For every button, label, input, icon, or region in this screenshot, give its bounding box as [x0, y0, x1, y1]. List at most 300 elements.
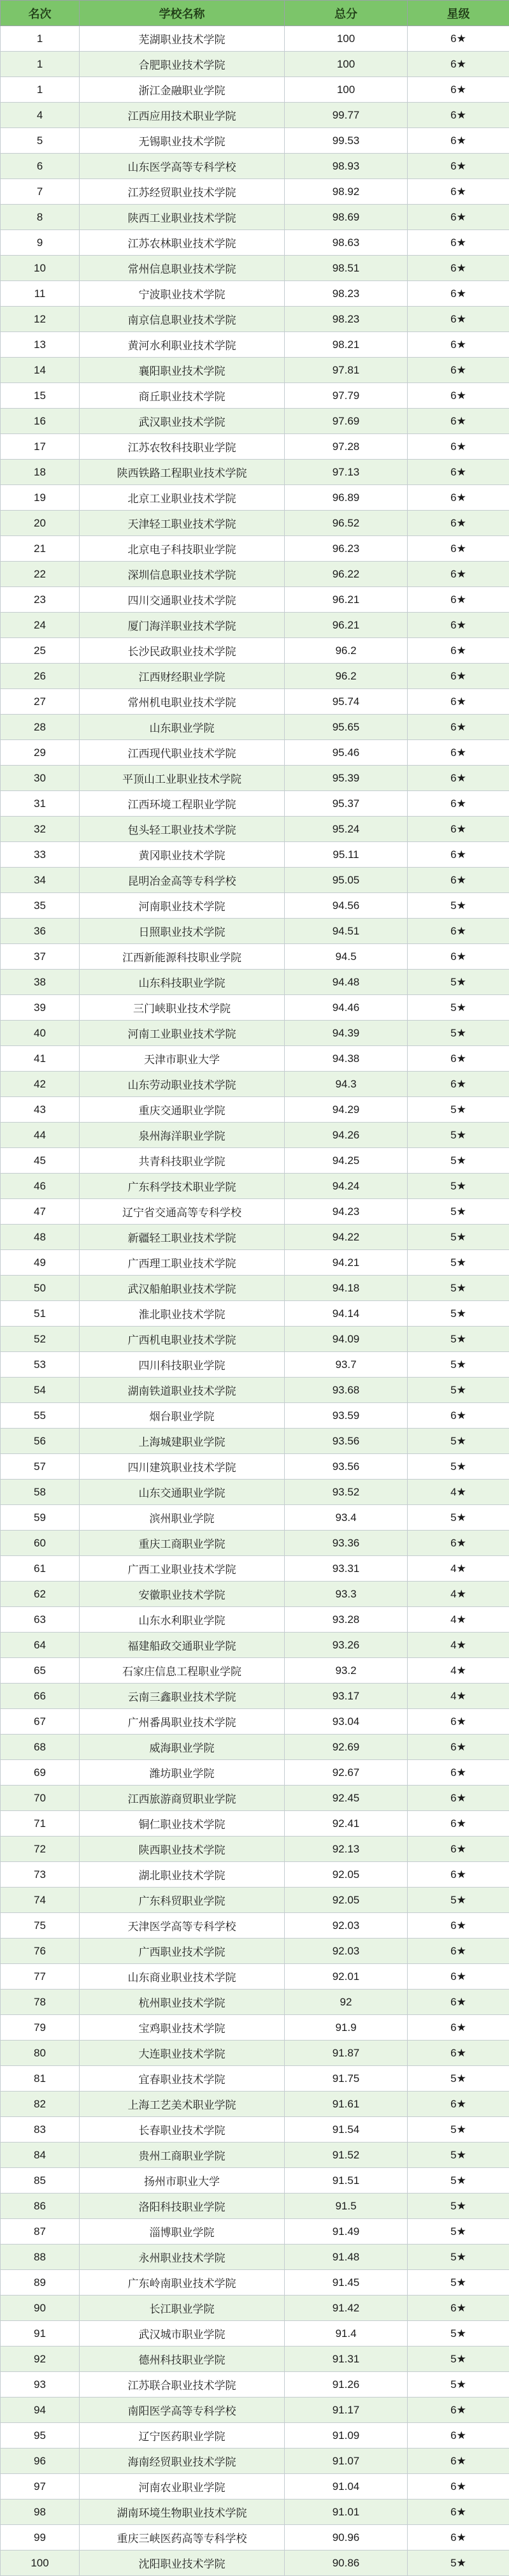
school-name-cell: 陕西职业技术学院	[80, 1837, 285, 1862]
star-level-cell: 5★	[408, 1250, 509, 1276]
score-cell: 97.81	[285, 358, 408, 383]
score-cell: 90.96	[285, 2525, 408, 2551]
school-name-cell: 上海城建职业学院	[80, 1429, 285, 1454]
score-cell: 91.87	[285, 2041, 408, 2066]
rank-cell: 91	[1, 2321, 80, 2347]
star-level-cell: 5★	[408, 995, 509, 1021]
school-name-cell: 天津医学高等专科学校	[80, 1913, 285, 1939]
star-level-cell: 6★	[408, 77, 509, 103]
rank-cell: 78	[1, 1990, 80, 2015]
score-cell: 98.92	[285, 179, 408, 205]
rank-cell: 4	[1, 103, 80, 128]
school-name-cell: 四川建筑职业技术学院	[80, 1454, 285, 1480]
score-cell: 93.26	[285, 1633, 408, 1658]
school-name-cell: 湖北职业技术学院	[80, 1862, 285, 1888]
table-row	[1, 332, 509, 358]
rank-cell: 96	[1, 2449, 80, 2474]
rank-cell: 65	[1, 1658, 80, 1684]
score-cell: 96.2	[285, 638, 408, 664]
rank-cell: 43	[1, 1097, 80, 1123]
score-cell: 94.25	[285, 1148, 408, 1174]
table-row	[1, 1454, 509, 1480]
school-name-cell: 平顶山工业职业技术学院	[80, 766, 285, 791]
rank-cell: 48	[1, 1225, 80, 1250]
star-level-cell: 5★	[408, 1148, 509, 1174]
school-name-cell: 浙江金融职业学院	[80, 77, 285, 103]
rank-cell: 16	[1, 409, 80, 434]
score-cell: 100	[285, 52, 408, 77]
star-level-cell: 6★	[408, 1990, 509, 2015]
star-level-cell: 6★	[408, 2500, 509, 2525]
table-row	[1, 944, 509, 970]
star-level-cell: 6★	[408, 409, 509, 434]
score-cell: 93.7	[285, 1352, 408, 1378]
star-level-cell: 6★	[408, 1862, 509, 1888]
table-row	[1, 26, 509, 52]
table-row	[1, 1403, 509, 1429]
score-cell: 96.21	[285, 587, 408, 613]
star-level-cell: 6★	[408, 383, 509, 409]
star-level-cell: 5★	[408, 1123, 509, 1148]
rank-cell: 1	[1, 52, 80, 77]
rank-cell: 71	[1, 1811, 80, 1837]
score-cell: 96.2	[285, 664, 408, 689]
table-row	[1, 2194, 509, 2219]
school-name-cell: 铜仁职业技术学院	[80, 1811, 285, 1837]
star-level-cell: 6★	[408, 154, 509, 179]
star-level-cell: 5★	[408, 2194, 509, 2219]
star-level-cell: 5★	[408, 1352, 509, 1378]
rank-cell: 75	[1, 1913, 80, 1939]
table-row	[1, 179, 509, 205]
star-level-cell: 6★	[408, 1913, 509, 1939]
table-row	[1, 536, 509, 562]
star-level-cell: 6★	[408, 1709, 509, 1735]
score-cell: 98.69	[285, 205, 408, 230]
rank-cell: 55	[1, 1403, 80, 1429]
star-level-cell: 5★	[408, 893, 509, 919]
star-level-cell: 5★	[408, 1378, 509, 1403]
table-body	[1, 26, 509, 2576]
star-level-cell: 5★	[408, 1429, 509, 1454]
header-score: 总分	[285, 1, 408, 26]
score-cell: 91.54	[285, 2117, 408, 2143]
table-row	[1, 1046, 509, 1072]
score-cell: 98.23	[285, 281, 408, 307]
table-row	[1, 893, 509, 919]
school-name-cell: 广州番禺职业技术学院	[80, 1709, 285, 1735]
table-row	[1, 1429, 509, 1454]
rank-cell: 66	[1, 1684, 80, 1709]
score-cell: 98.93	[285, 154, 408, 179]
star-level-cell: 5★	[408, 1174, 509, 1199]
school-name-cell: 陕西工业职业技术学院	[80, 205, 285, 230]
table-row	[1, 2168, 509, 2194]
table-row	[1, 2500, 509, 2525]
star-level-cell: 6★	[408, 179, 509, 205]
table-row	[1, 2066, 509, 2092]
school-name-cell: 江西现代职业技术学院	[80, 740, 285, 766]
table-row	[1, 1148, 509, 1174]
rank-cell: 64	[1, 1633, 80, 1658]
rank-cell: 58	[1, 1480, 80, 1505]
school-name-cell: 北京工业职业技术学院	[80, 485, 285, 511]
rank-cell: 93	[1, 2372, 80, 2398]
table-row	[1, 2551, 509, 2576]
school-name-cell: 四川科技职业学院	[80, 1352, 285, 1378]
rank-cell: 36	[1, 919, 80, 944]
rank-cell: 73	[1, 1862, 80, 1888]
score-cell: 94.21	[285, 1250, 408, 1276]
score-cell: 91.09	[285, 2423, 408, 2449]
table-row	[1, 1684, 509, 1709]
score-cell: 95.74	[285, 689, 408, 715]
star-level-cell: 6★	[408, 689, 509, 715]
table-row	[1, 919, 509, 944]
star-level-cell: 6★	[408, 460, 509, 485]
table-row	[1, 2474, 509, 2500]
score-cell: 100	[285, 77, 408, 103]
star-level-cell: 5★	[408, 2117, 509, 2143]
rank-cell: 33	[1, 842, 80, 868]
rank-cell: 35	[1, 893, 80, 919]
star-level-cell: 6★	[408, 944, 509, 970]
rank-cell: 38	[1, 970, 80, 995]
rank-cell: 83	[1, 2117, 80, 2143]
school-name-cell: 武汉船舶职业技术学院	[80, 1276, 285, 1301]
star-level-cell: 6★	[408, 766, 509, 791]
school-name-cell: 贵州工商职业学院	[80, 2143, 285, 2168]
school-name-cell: 扬州市职业大学	[80, 2168, 285, 2194]
star-level-cell: 6★	[408, 1760, 509, 1786]
rank-cell: 25	[1, 638, 80, 664]
score-cell: 92.05	[285, 1862, 408, 1888]
score-cell: 93.04	[285, 1709, 408, 1735]
school-name-cell: 常州机电职业技术学院	[80, 689, 285, 715]
star-level-cell: 6★	[408, 1531, 509, 1556]
school-name-cell: 江苏农林职业技术学院	[80, 230, 285, 256]
table-row	[1, 1531, 509, 1556]
star-level-cell: 6★	[408, 485, 509, 511]
table-row	[1, 2372, 509, 2398]
star-level-cell: 6★	[408, 2015, 509, 2041]
star-level-cell: 6★	[408, 1811, 509, 1837]
rank-cell: 47	[1, 1199, 80, 1225]
table-row	[1, 52, 509, 77]
school-name-cell: 洛阳科技职业学院	[80, 2194, 285, 2219]
rank-cell: 77	[1, 1964, 80, 1990]
star-level-cell: 5★	[408, 2066, 509, 2092]
table-row	[1, 995, 509, 1021]
score-cell: 94.46	[285, 995, 408, 1021]
table-row	[1, 103, 509, 128]
score-cell: 92.45	[285, 1786, 408, 1811]
star-level-cell: 4★	[408, 1607, 509, 1633]
header-school-name: 学校名称	[80, 1, 285, 26]
school-name-cell: 沈阳职业技术学院	[80, 2551, 285, 2576]
score-cell: 93.52	[285, 1480, 408, 1505]
table-row	[1, 1633, 509, 1658]
school-name-cell: 厦门海洋职业技术学院	[80, 613, 285, 638]
table-row	[1, 664, 509, 689]
school-name-cell: 湖南铁道职业技术学院	[80, 1378, 285, 1403]
rank-cell: 13	[1, 332, 80, 358]
score-cell: 91.52	[285, 2143, 408, 2168]
rank-cell: 19	[1, 485, 80, 511]
rank-cell: 97	[1, 2474, 80, 2500]
score-cell: 91.4	[285, 2321, 408, 2347]
star-level-cell: 6★	[408, 307, 509, 332]
table-row	[1, 2525, 509, 2551]
star-level-cell: 6★	[408, 205, 509, 230]
table-row	[1, 1072, 509, 1097]
school-name-cell: 江苏农牧科技职业学院	[80, 434, 285, 460]
school-name-cell: 南阳医学高等专科学校	[80, 2398, 285, 2423]
star-level-cell: 6★	[408, 2474, 509, 2500]
school-name-cell: 威海职业学院	[80, 1735, 285, 1760]
table-row	[1, 1250, 509, 1276]
rank-cell: 59	[1, 1505, 80, 1531]
star-level-cell: 4★	[408, 1684, 509, 1709]
school-name-cell: 重庆工商职业学院	[80, 1531, 285, 1556]
rank-cell: 80	[1, 2041, 80, 2066]
score-cell: 94.29	[285, 1097, 408, 1123]
star-level-cell: 6★	[408, 715, 509, 740]
school-name-cell: 重庆三峡医药高等专科学校	[80, 2525, 285, 2551]
school-name-cell: 福建船政交通职业学院	[80, 1633, 285, 1658]
star-level-cell: 6★	[408, 1786, 509, 1811]
score-cell: 97.13	[285, 460, 408, 485]
rank-cell: 99	[1, 2525, 80, 2551]
table-row	[1, 638, 509, 664]
star-level-cell: 6★	[408, 1964, 509, 1990]
rank-cell: 37	[1, 944, 80, 970]
rank-cell: 42	[1, 1072, 80, 1097]
table-row	[1, 740, 509, 766]
table-row	[1, 1735, 509, 1760]
table-row	[1, 1199, 509, 1225]
star-level-cell: 6★	[408, 281, 509, 307]
score-cell: 93.28	[285, 1607, 408, 1633]
header-row	[1, 1, 509, 26]
table-row	[1, 689, 509, 715]
school-name-cell: 黄冈职业技术学院	[80, 842, 285, 868]
star-level-cell: 4★	[408, 1556, 509, 1582]
score-cell: 97.79	[285, 383, 408, 409]
score-cell: 92.05	[285, 1888, 408, 1913]
table-row	[1, 2015, 509, 2041]
rank-cell: 81	[1, 2066, 80, 2092]
star-level-cell: 6★	[408, 664, 509, 689]
table-row	[1, 2041, 509, 2066]
star-level-cell: 6★	[408, 52, 509, 77]
table-row	[1, 613, 509, 638]
score-cell: 91.51	[285, 2168, 408, 2194]
rank-cell: 12	[1, 307, 80, 332]
school-name-cell: 商丘职业技术学院	[80, 383, 285, 409]
score-cell: 94.3	[285, 1072, 408, 1097]
score-cell: 93.3	[285, 1582, 408, 1607]
score-cell: 96.21	[285, 613, 408, 638]
table-row	[1, 358, 509, 383]
score-cell: 92.03	[285, 1913, 408, 1939]
score-cell: 95.37	[285, 791, 408, 817]
school-name-cell: 长江职业学院	[80, 2296, 285, 2321]
star-level-cell: 5★	[408, 2168, 509, 2194]
rank-cell: 7	[1, 179, 80, 205]
table-row	[1, 2449, 509, 2474]
rank-cell: 51	[1, 1301, 80, 1327]
rank-cell: 15	[1, 383, 80, 409]
star-level-cell: 6★	[408, 1837, 509, 1862]
rank-cell: 20	[1, 511, 80, 536]
rank-cell: 85	[1, 2168, 80, 2194]
rank-cell: 46	[1, 1174, 80, 1199]
rank-cell: 88	[1, 2245, 80, 2270]
rank-cell: 23	[1, 587, 80, 613]
star-level-cell: 4★	[408, 1633, 509, 1658]
table-row	[1, 1352, 509, 1378]
table-row	[1, 281, 509, 307]
school-name-cell: 潍坊职业学院	[80, 1760, 285, 1786]
table-row	[1, 434, 509, 460]
school-name-cell: 湖南环境生物职业技术学院	[80, 2500, 285, 2525]
score-cell: 91.42	[285, 2296, 408, 2321]
school-name-cell: 长沙民政职业技术学院	[80, 638, 285, 664]
table-row	[1, 1301, 509, 1327]
score-cell: 93.17	[285, 1684, 408, 1709]
rank-cell: 21	[1, 536, 80, 562]
school-name-cell: 日照职业技术学院	[80, 919, 285, 944]
school-name-cell: 广西职业技术学院	[80, 1939, 285, 1964]
score-cell: 91.17	[285, 2398, 408, 2423]
star-level-cell: 5★	[408, 2321, 509, 2347]
score-cell: 93.31	[285, 1556, 408, 1582]
school-name-cell: 滨州职业学院	[80, 1505, 285, 1531]
table-row	[1, 205, 509, 230]
school-name-cell: 常州信息职业技术学院	[80, 256, 285, 281]
score-cell: 98.63	[285, 230, 408, 256]
rank-cell: 1	[1, 26, 80, 52]
table-row	[1, 1582, 509, 1607]
score-cell: 94.38	[285, 1046, 408, 1072]
school-name-cell: 陕西铁路工程职业技术学院	[80, 460, 285, 485]
rank-cell: 22	[1, 562, 80, 587]
score-cell: 99.77	[285, 103, 408, 128]
star-level-cell: 6★	[408, 1046, 509, 1072]
table-row	[1, 2296, 509, 2321]
star-level-cell: 6★	[408, 1403, 509, 1429]
table-row	[1, 1913, 509, 1939]
rank-cell: 44	[1, 1123, 80, 1148]
rank-cell: 31	[1, 791, 80, 817]
school-name-cell: 上海工艺美术职业学院	[80, 2092, 285, 2117]
rank-cell: 28	[1, 715, 80, 740]
school-name-cell: 武汉城市职业学院	[80, 2321, 285, 2347]
school-name-cell: 深圳信息职业技术学院	[80, 562, 285, 587]
score-cell: 95.39	[285, 766, 408, 791]
table-row	[1, 1990, 509, 2015]
table-row	[1, 1888, 509, 1913]
star-level-cell: 6★	[408, 613, 509, 638]
star-level-cell: 5★	[408, 2372, 509, 2398]
star-level-cell: 6★	[408, 2525, 509, 2551]
score-cell: 93.68	[285, 1378, 408, 1403]
star-level-cell: 6★	[408, 868, 509, 893]
table-row	[1, 77, 509, 103]
star-level-cell: 6★	[408, 587, 509, 613]
score-cell: 96.52	[285, 511, 408, 536]
school-name-cell: 广西工业职业技术学院	[80, 1556, 285, 1582]
rank-cell: 95	[1, 2423, 80, 2449]
star-level-cell: 6★	[408, 332, 509, 358]
star-level-cell: 6★	[408, 434, 509, 460]
table-row	[1, 1123, 509, 1148]
score-cell: 98.23	[285, 307, 408, 332]
table-row	[1, 1225, 509, 1250]
rank-cell: 6	[1, 154, 80, 179]
star-level-cell: 5★	[408, 2143, 509, 2168]
school-name-cell: 新疆轻工职业技术学院	[80, 1225, 285, 1250]
star-level-cell: 6★	[408, 2398, 509, 2423]
star-level-cell: 5★	[408, 1225, 509, 1250]
rank-cell: 53	[1, 1352, 80, 1378]
score-cell: 91.04	[285, 2474, 408, 2500]
table-row	[1, 2347, 509, 2372]
rank-cell: 40	[1, 1021, 80, 1046]
score-cell: 94.22	[285, 1225, 408, 1250]
school-name-cell: 三门峡职业技术学院	[80, 995, 285, 1021]
school-name-cell: 重庆交通职业学院	[80, 1097, 285, 1123]
school-name-cell: 无锡职业技术学院	[80, 128, 285, 154]
score-cell: 95.05	[285, 868, 408, 893]
school-name-cell: 大连职业技术学院	[80, 2041, 285, 2066]
school-name-cell: 江西环境工程职业学院	[80, 791, 285, 817]
score-cell: 91.26	[285, 2372, 408, 2398]
score-cell: 94.24	[285, 1174, 408, 1199]
star-level-cell: 6★	[408, 2296, 509, 2321]
rank-cell: 74	[1, 1888, 80, 1913]
school-name-cell: 河南农业职业学院	[80, 2474, 285, 2500]
score-cell: 92.67	[285, 1760, 408, 1786]
star-level-cell: 6★	[408, 817, 509, 842]
school-name-cell: 黄河水利职业技术学院	[80, 332, 285, 358]
score-cell: 91.31	[285, 2347, 408, 2372]
school-name-cell: 海南经贸职业技术学院	[80, 2449, 285, 2474]
star-level-cell: 6★	[408, 103, 509, 128]
table-row	[1, 2117, 509, 2143]
table-row	[1, 230, 509, 256]
table-row	[1, 766, 509, 791]
rank-cell: 61	[1, 1556, 80, 1582]
rank-cell: 100	[1, 2551, 80, 2576]
rank-cell: 82	[1, 2092, 80, 2117]
score-cell: 92.41	[285, 1811, 408, 1837]
score-cell: 98.51	[285, 256, 408, 281]
table-row	[1, 1811, 509, 1837]
score-cell: 92.03	[285, 1939, 408, 1964]
table-row	[1, 715, 509, 740]
table-row	[1, 2270, 509, 2296]
table-row	[1, 1174, 509, 1199]
table-row	[1, 1505, 509, 1531]
star-level-cell: 6★	[408, 1939, 509, 1964]
score-cell: 97.28	[285, 434, 408, 460]
table-row	[1, 970, 509, 995]
score-cell: 92.13	[285, 1837, 408, 1862]
school-name-cell: 广西理工职业技术学院	[80, 1250, 285, 1276]
school-name-cell: 山东商业职业技术学院	[80, 1964, 285, 1990]
